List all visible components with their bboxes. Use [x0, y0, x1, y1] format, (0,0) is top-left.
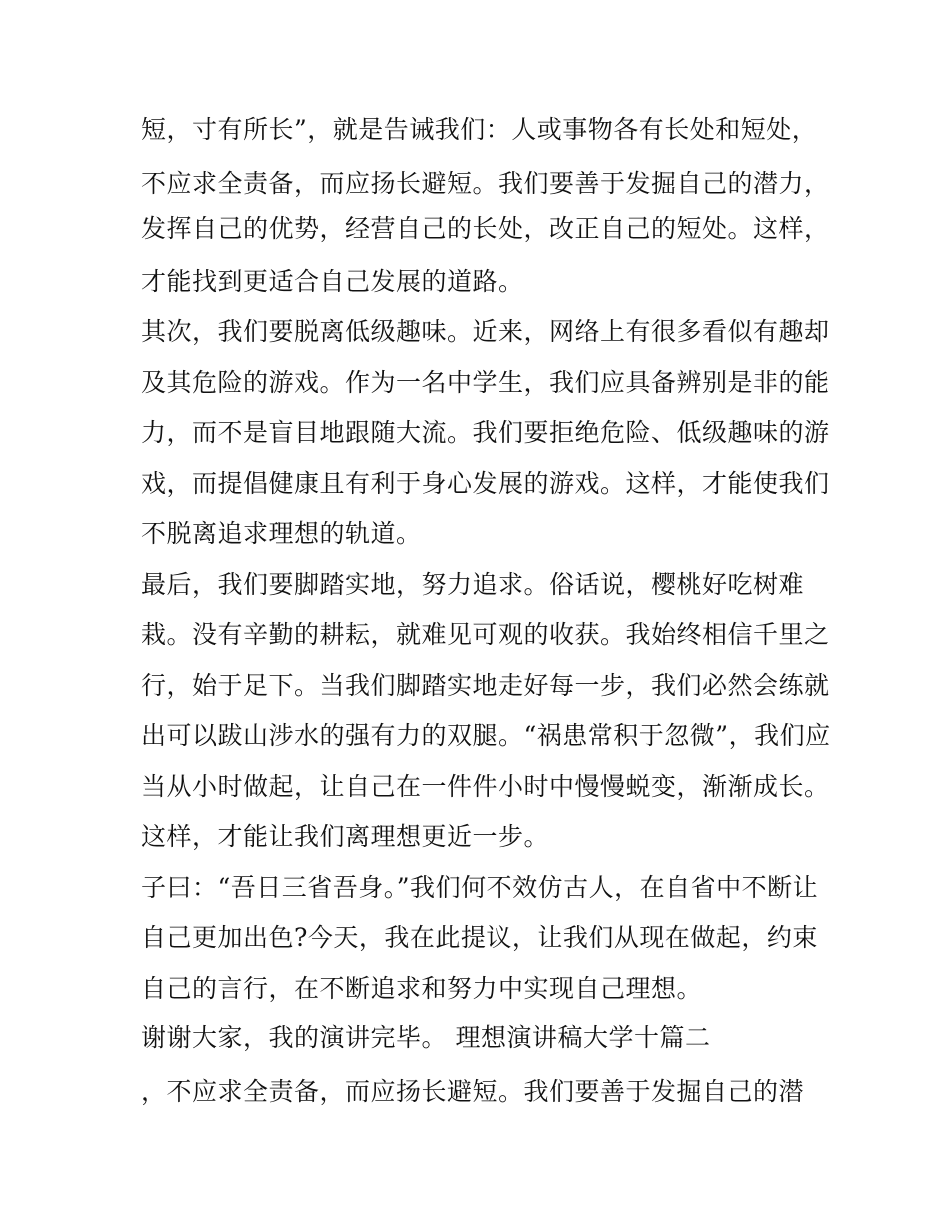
text-line: 自己更加出色?今天，我在此提议，让我们从现在做起，约束 [141, 923, 818, 952]
text-line: ，不应求全责备，而应扬长避短。我们要善于发掘自己的潜 [141, 1077, 805, 1106]
text-line: 不应求全责备，而应扬长避短。我们要善于发掘自己的潜力， [141, 169, 830, 198]
text-line: 行，始于足下。当我们脚踏实地走好每一步，我们必然会练就 [141, 671, 830, 700]
text-line: 当从小时做起，让自己在一件件小时中慢慢蜕变，渐渐成长。 [141, 772, 830, 801]
text-line: 其次，我们要脱离低级趣味。近来，网络上有很多看似有趣却 [141, 317, 830, 346]
text-line: 子曰：“吾日三省吾身。”我们何不效仿古人，在自省中不断让 [141, 873, 819, 902]
text-line: 力，而不是盲目地跟随大流。我们要拒绝危险、低级趣味的游 [141, 418, 830, 447]
text-line: 自己的言行，在不断追求和努力中实现自己理想。 [141, 974, 703, 1003]
text-line: 最后，我们要脚踏实地，努力追求。俗话说，樱桃好吃树难 [141, 570, 805, 599]
text-line: 出可以跋山涉水的强有力的双腿。“祸患常积于忽微”，我们应 [141, 721, 831, 750]
text-line: 不脱离追求理想的轨道。 [141, 519, 422, 548]
text-line: 这样，才能让我们离理想更近一步。 [141, 822, 550, 851]
text-line: 栽。没有辛勤的耕耘，就难见可观的收获。我始终相信千里之 [141, 620, 830, 649]
text-line: 及其危险的游戏。作为一名中学生，我们应具备辨别是非的能 [141, 368, 830, 397]
text-line: 短，寸有所长”，就是告诫我们：人或事物各有长处和短处， [141, 115, 818, 144]
text-line: 发挥自己的优势，经营自己的长处，改正自己的短处。这样， [141, 214, 830, 243]
text-line: 谢谢大家，我的演讲完毕。 理想演讲稿大学十篇二 [141, 1023, 711, 1052]
text-line: 戏，而提倡健康且有利于身心发展的游戏。这样，才能使我们 [141, 469, 830, 498]
text-line: 才能找到更适合自己发展的道路。 [141, 267, 524, 296]
